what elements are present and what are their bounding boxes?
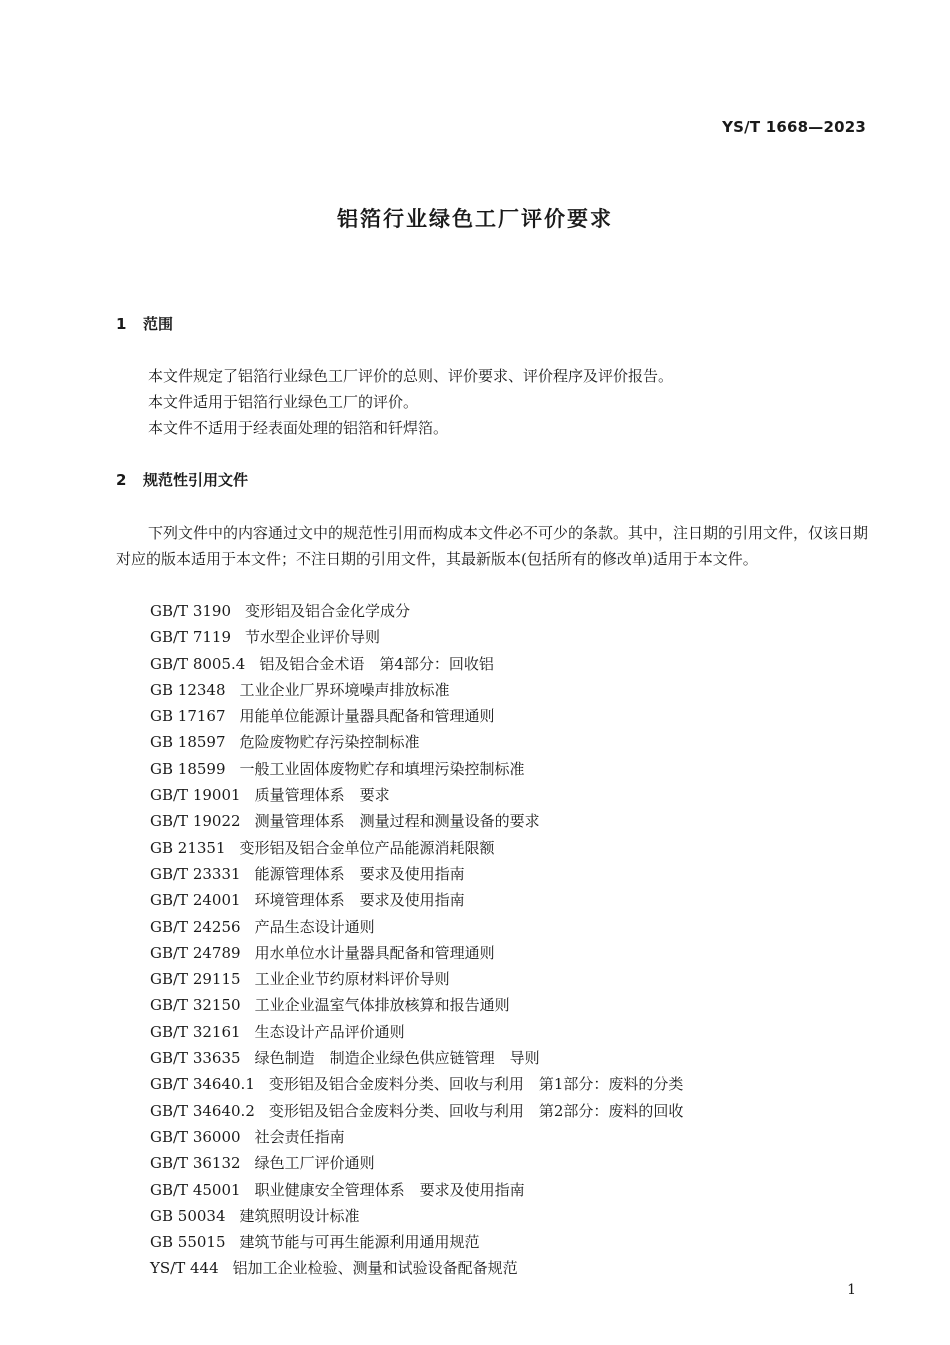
reference-item <box>150 1177 683 1203</box>
reference-item <box>150 1255 683 1281</box>
scope-paragraph: 本文件规定了铝箔行业绿色工厂评价的总则、评价要求、评价程序及评价报告。 <box>148 367 674 385</box>
reference-title: 节水型企业评价导则 <box>245 628 381 647</box>
reference-item <box>150 940 683 966</box>
reference-code: GB 18599 <box>150 759 226 778</box>
scope-paragraph: 本文件不适用于经表面处理的铝箔和钎焊箔。 <box>148 419 449 437</box>
reference-code: GB 12348 <box>150 680 226 699</box>
section-title: 规范性引用文件 <box>143 471 249 489</box>
reference-code: GB 21351 <box>150 838 226 857</box>
page-number: 1 <box>847 1282 856 1298</box>
reference-code: GB/T 24256 <box>150 917 241 936</box>
reference-item <box>150 887 683 913</box>
reference-code: GB/T 34640.2 <box>150 1101 255 1120</box>
reference-title: 工业企业节约原材料评价导则 <box>254 970 450 989</box>
reference-item <box>150 651 683 677</box>
reference-item <box>150 598 683 624</box>
reference-item <box>150 1229 683 1255</box>
reference-code: GB/T 29115 <box>150 970 241 989</box>
reference-title: 绿色制造 制造企业绿色供应链管理 导则 <box>254 1049 540 1068</box>
reference-title: 用能单位能源计量器具配备和管理通则 <box>239 707 495 726</box>
reference-code: GB/T 24789 <box>150 943 241 962</box>
reference-item <box>150 729 683 755</box>
reference-title: 产品生态设计通则 <box>254 917 375 936</box>
reference-item <box>150 624 683 650</box>
reference-item <box>150 1203 683 1229</box>
reference-code: GB 50034 <box>150 1206 226 1225</box>
reference-item <box>150 782 683 808</box>
reference-code: GB/T 34640.1 <box>150 1075 255 1094</box>
reference-item <box>150 703 683 729</box>
reference-item <box>150 835 683 861</box>
reference-item <box>150 1045 683 1071</box>
reference-code: GB 17167 <box>150 707 226 726</box>
reference-item <box>150 1071 683 1097</box>
reference-code: GB/T 32150 <box>150 996 241 1015</box>
reference-item <box>150 756 683 782</box>
reference-title: 变形铝及铝合金单位产品能源消耗限额 <box>239 838 495 857</box>
reference-title: 能源管理体系 要求及使用指南 <box>254 864 465 883</box>
reference-code: GB/T 19001 <box>150 786 241 805</box>
reference-title: 一般工业固体废物贮存和填埋污染控制标准 <box>239 759 525 778</box>
reference-code: GB/T 36000 <box>150 1127 241 1146</box>
reference-title: 测量管理体系 测量过程和测量设备的要求 <box>254 812 540 831</box>
reference-title: 绿色工厂评价通则 <box>254 1154 375 1173</box>
document-title: 铝箔行业绿色工厂评价要求 <box>337 207 613 231</box>
reference-title: 职业健康安全管理体系 要求及使用指南 <box>254 1180 525 1199</box>
section-2-heading <box>116 469 248 490</box>
references-intro: 下列文件中的内容通过文中的规范性引用而构成本文件必不可少的条款。其中，注日期的引用文件，仅该日期对应的版本适用于本文件；不注日期的引用文件，其最新版本(包括所有的修改单)适用于本文件。 <box>116 524 869 568</box>
reference-code: GB/T 19022 <box>150 812 241 831</box>
reference-code: GB 18597 <box>150 733 226 752</box>
reference-title: 环境管理体系 要求及使用指南 <box>254 891 465 910</box>
reference-title: 社会责任指南 <box>254 1127 345 1146</box>
reference-code: GB/T 8005.4 <box>150 654 246 673</box>
reference-title: 工业企业温室气体排放核算和报告通则 <box>254 996 510 1015</box>
reference-item <box>150 861 683 887</box>
reference-title: 变形铝及铝合金废料分类、回收与利用 第1部分：废料的分类 <box>268 1075 684 1094</box>
reference-code: GB/T 33635 <box>150 1049 241 1068</box>
reference-title: 质量管理体系 要求 <box>254 786 390 805</box>
reference-title: 变形铝及铝合金废料分类、回收与利用 第2部分：废料的回收 <box>268 1101 684 1120</box>
reference-item <box>150 966 683 992</box>
reference-list <box>150 598 683 1282</box>
reference-code: GB/T 24001 <box>150 891 241 910</box>
reference-title: 铝加工企业检验、测量和试验设备配备规范 <box>232 1259 518 1278</box>
reference-code: GB/T 23331 <box>150 864 241 883</box>
reference-title: 工业企业厂界环境噪声排放标准 <box>239 680 450 699</box>
reference-item <box>150 1124 683 1150</box>
section-number: 1 <box>116 315 127 333</box>
reference-title: 建筑照明设计标准 <box>239 1206 360 1225</box>
reference-code: YS/T 444 <box>150 1259 219 1278</box>
reference-title: 变形铝及铝合金化学成分 <box>245 602 411 620</box>
document-code: YS/T 1668—2023 <box>722 118 866 136</box>
reference-code: GB/T 45001 <box>150 1180 241 1199</box>
reference-item <box>150 1098 683 1124</box>
reference-item <box>150 677 683 703</box>
section-title: 范围 <box>143 315 174 333</box>
reference-title: 生态设计产品评价通则 <box>254 1022 405 1041</box>
reference-title: 建筑节能与可再生能源利用通用规范 <box>239 1233 480 1252</box>
reference-code: GB/T 3190 <box>150 602 232 620</box>
reference-title: 危险废物贮存污染控制标准 <box>239 733 420 752</box>
section-number: 2 <box>116 471 127 489</box>
reference-item <box>150 808 683 834</box>
reference-title: 用水单位水计量器具配备和管理通则 <box>254 943 495 962</box>
reference-code: GB/T 7119 <box>150 628 232 647</box>
scope-paragraph: 本文件适用于铝箔行业绿色工厂的评价。 <box>148 393 419 411</box>
reference-title: 铝及铝合金术语 第4部分：回收铝 <box>259 654 494 673</box>
reference-item <box>150 914 683 940</box>
reference-code: GB/T 36132 <box>150 1154 241 1173</box>
reference-item <box>150 992 683 1018</box>
reference-item <box>150 1150 683 1176</box>
reference-code: GB 55015 <box>150 1233 226 1252</box>
reference-code: GB/T 32161 <box>150 1022 241 1041</box>
section-1-heading <box>116 313 173 334</box>
reference-item <box>150 1019 683 1045</box>
